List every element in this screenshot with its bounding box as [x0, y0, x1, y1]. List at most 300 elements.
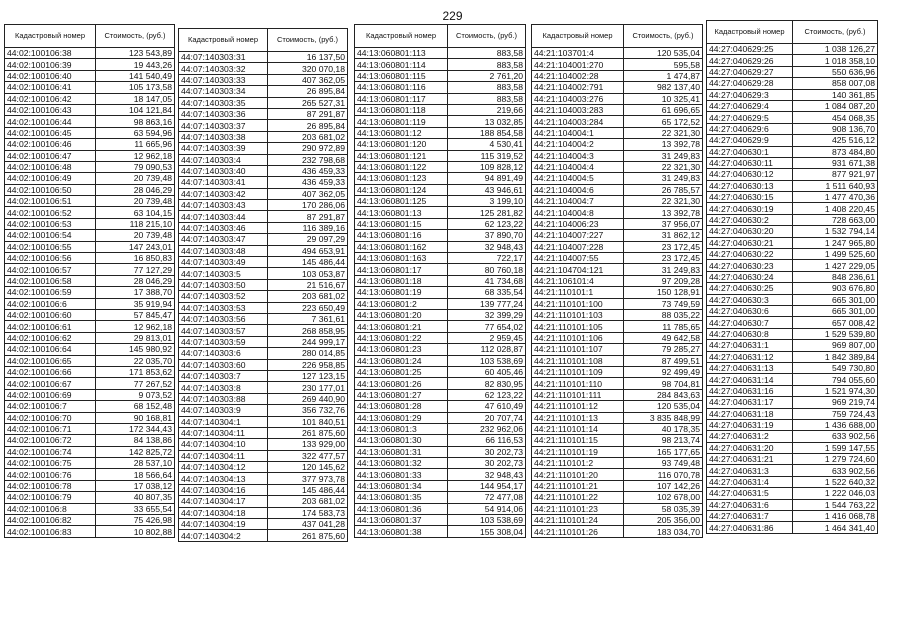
cadastral-number-cell: 44:27:040631:13 — [707, 362, 793, 373]
cadastral-number-cell: 44:21:104007:228 — [532, 241, 624, 252]
cadastral-number-cell: 44:02:100106:47 — [5, 150, 96, 161]
table-row — [5, 423, 175, 434]
cadastral-number-cell: 44:21:104003:283 — [532, 104, 624, 115]
cadastral-number-cell: 44:21:110101:106 — [532, 332, 624, 343]
cost-cell: 127 123,15 — [268, 370, 348, 381]
cost-cell: 47 610,49 — [448, 401, 526, 412]
table-row — [532, 59, 703, 70]
cost-cell: 665 301,00 — [793, 305, 878, 316]
cost-cell: 77 267,52 — [96, 378, 175, 389]
cadastral-number-cell: 44:07:140304:12 — [179, 462, 268, 473]
table-row — [5, 412, 175, 423]
cost-cell: 26 895,84 — [268, 120, 348, 131]
cadastral-number-cell: 44:02:100106:54 — [5, 230, 96, 241]
cost-cell: 23 172,45 — [624, 253, 703, 264]
cadastral-number-cell: 44:13:060801:115 — [355, 70, 448, 81]
table-row — [179, 427, 348, 438]
cost-cell: 858 007,08 — [793, 78, 878, 89]
cost-header: Стоимость, (руб.) — [268, 29, 348, 52]
cost-cell: 230 177,01 — [268, 382, 348, 393]
table-row — [179, 302, 348, 313]
cost-cell: 1 222 046,03 — [793, 488, 878, 499]
cost-cell: 75 426,98 — [96, 515, 175, 526]
cost-cell: 32 399,29 — [448, 309, 526, 320]
cadastral-number-cell: 44:07:140303:48 — [179, 245, 268, 256]
cadastral-number-cell: 44:13:060801:119 — [355, 116, 448, 127]
cadastral-number-cell: 44:07:140303:9 — [179, 405, 268, 416]
cost-cell: 969 219,74 — [793, 397, 878, 408]
cost-cell: 61 696,65 — [624, 104, 703, 115]
table-row — [707, 283, 878, 294]
cost-cell: 174 583,73 — [268, 507, 348, 518]
cadastral-number-cell: 44:02:100106:70 — [5, 412, 96, 423]
table-row — [5, 515, 175, 526]
table-row — [179, 177, 348, 188]
table-row — [532, 139, 703, 150]
cadastral-number-cell: 44:27:040631:18 — [707, 408, 793, 419]
cost-cell: 37 956,07 — [624, 218, 703, 229]
table-row — [5, 275, 175, 286]
cost-cell: 11 785,65 — [624, 321, 703, 332]
cost-cell: 87 499,51 — [624, 355, 703, 366]
cadastral-number-cell: 44:02:100106:53 — [5, 218, 96, 229]
cadastral-number-cell: 44:27:040630:21 — [707, 237, 793, 248]
cost-cell: 32 948,43 — [448, 241, 526, 252]
cadastral-number-header: Кадастровый номер — [355, 25, 448, 48]
cost-cell: 11 665,96 — [96, 139, 175, 150]
cost-cell: 66 116,53 — [448, 435, 526, 446]
table-row — [707, 317, 878, 328]
cadastral-number-cell: 44:21:110101:107 — [532, 344, 624, 355]
cadastral-number-cell: 44:02:100106:48 — [5, 161, 96, 172]
cadastral-number-cell: 44:27:040631:7 — [707, 511, 793, 522]
cost-cell: 269 440,90 — [268, 393, 348, 404]
cadastral-number-cell: 44:02:100106:43 — [5, 104, 96, 115]
table-row — [707, 408, 878, 419]
table-row — [707, 44, 878, 55]
cost-cell: 290 972,89 — [268, 143, 348, 154]
cadastral-number-cell: 44:07:140303:7 — [179, 370, 268, 381]
cadastral-number-cell: 44:27:040630:8 — [707, 328, 793, 339]
table-row — [5, 378, 175, 389]
cost-table-1 — [4, 24, 175, 538]
cost-cell: 232 798,68 — [268, 154, 348, 165]
cadastral-number-cell: 44:07:140304:17 — [179, 496, 268, 507]
cadastral-number-cell: 44:27:040629:25 — [707, 44, 793, 55]
cost-cell: 120 535,04 — [624, 401, 703, 412]
table-row — [179, 519, 348, 530]
cadastral-number-cell: 44:13:060801:2 — [355, 298, 448, 309]
cost-header: Стоимость, (руб.) — [793, 21, 878, 44]
cost-cell: 140 361,85 — [793, 89, 878, 100]
cadastral-number-cell: 44:02:100106:41 — [5, 82, 96, 93]
cadastral-number-cell: 44:27:040631:19 — [707, 419, 793, 430]
cost-cell: 171 853,62 — [96, 366, 175, 377]
cost-cell: 12 962,18 — [96, 321, 175, 332]
table-row — [179, 496, 348, 507]
cadastral-number-cell: 44:13:060801:17 — [355, 264, 448, 275]
table-row — [5, 173, 175, 184]
cost-cell: 595,58 — [624, 59, 703, 70]
table-row — [532, 401, 703, 412]
cost-cell: 112 028,87 — [448, 344, 526, 355]
table-row — [179, 359, 348, 370]
table-row — [5, 104, 175, 115]
table-row — [707, 499, 878, 510]
table-row — [707, 294, 878, 305]
cadastral-number-cell: 44:27:040630:7 — [707, 317, 793, 328]
cadastral-number-cell: 44:27:040631:12 — [707, 351, 793, 362]
table-row — [532, 389, 703, 400]
cadastral-number-cell: 44:02:100106:72 — [5, 435, 96, 446]
cadastral-number-cell: 44:02:100106:59 — [5, 287, 96, 298]
cost-cell: 407 362,05 — [268, 188, 348, 199]
cost-cell: 145 486,44 — [268, 257, 348, 268]
cost-cell: 7 361,61 — [268, 313, 348, 324]
cost-cell: 903 676,80 — [793, 283, 878, 294]
cost-cell: 116 389,16 — [268, 222, 348, 233]
cadastral-number-cell: 44:13:060801:29 — [355, 412, 448, 423]
table-row — [5, 241, 175, 252]
cost-table-2 — [178, 28, 348, 542]
cadastral-number-cell: 44:13:060801:25 — [355, 366, 448, 377]
cadastral-number-cell: 44:02:100106:52 — [5, 207, 96, 218]
table-row — [707, 476, 878, 487]
cadastral-number-cell: 44:21:110101:22 — [532, 492, 624, 503]
cadastral-number-cell: 44:21:104704:121 — [532, 264, 624, 275]
cadastral-number-cell: 44:02:100106:71 — [5, 423, 96, 434]
table-row — [5, 469, 175, 480]
cost-cell: 226 958,85 — [268, 359, 348, 370]
cost-cell: 3 835 848,99 — [624, 412, 703, 423]
cadastral-number-cell: 44:21:104006:23 — [532, 218, 624, 229]
table-row — [355, 389, 526, 400]
cost-cell: 35 919,94 — [96, 298, 175, 309]
cadastral-number-cell: 44:07:140304:16 — [179, 484, 268, 495]
cost-cell: 436 459,33 — [268, 165, 348, 176]
table-row — [5, 344, 175, 355]
cadastral-number-cell: 44:07:140303:6 — [179, 348, 268, 359]
cost-cell: 31 862,12 — [624, 230, 703, 241]
cadastral-number-cell: 44:07:140303:47 — [179, 234, 268, 245]
cadastral-number-cell: 44:21:104007:227 — [532, 230, 624, 241]
cadastral-number-cell: 44:27:040631:4 — [707, 476, 793, 487]
cadastral-number-cell: 44:07:140304:10 — [179, 439, 268, 450]
cadastral-number-cell: 44:21:104002:28 — [532, 70, 624, 81]
cost-cell: 97 209,28 — [624, 275, 703, 286]
table-row — [5, 253, 175, 264]
table-row — [179, 108, 348, 119]
cost-cell: 19 443,26 — [96, 59, 175, 70]
cost-cell: 356 732,76 — [268, 405, 348, 416]
cadastral-number-cell: 44:21:104004:4 — [532, 161, 624, 172]
cost-cell: 722,17 — [448, 253, 526, 264]
table-row — [707, 511, 878, 522]
cadastral-number-cell: 44:13:060801:16 — [355, 230, 448, 241]
cost-cell: 172 344,43 — [96, 423, 175, 434]
cadastral-number-cell: 44:27:040630:23 — [707, 260, 793, 271]
cost-cell: 133 929,00 — [268, 439, 348, 450]
cadastral-number-header: Кадастровый номер — [179, 29, 268, 52]
cadastral-number-cell: 44:21:104003:276 — [532, 93, 624, 104]
cadastral-number-cell: 44:27:040629:27 — [707, 66, 793, 77]
table-row — [179, 52, 348, 63]
cadastral-number-cell: 44:07:140304:11 — [179, 427, 268, 438]
table-row — [707, 271, 878, 282]
table-row — [707, 442, 878, 453]
cost-cell: 4 530,41 — [448, 139, 526, 150]
table-row — [707, 362, 878, 373]
table-row — [179, 257, 348, 268]
cost-cell: 2 761,20 — [448, 70, 526, 81]
table-row — [5, 82, 175, 93]
cost-cell: 88 035,22 — [624, 309, 703, 320]
table-row — [179, 120, 348, 131]
table-row — [179, 143, 348, 154]
cost-cell: 68 152,48 — [96, 401, 175, 412]
cadastral-number-cell: 44:27:040630:19 — [707, 203, 793, 214]
table-row — [5, 401, 175, 412]
cadastral-number-cell: 44:07:140303:56 — [179, 313, 268, 324]
cadastral-number-cell: 44:27:040629:3 — [707, 89, 793, 100]
cadastral-number-cell: 44:13:060801:26 — [355, 378, 448, 389]
table-row — [707, 431, 878, 442]
cadastral-number-cell: 44:07:140303:42 — [179, 188, 268, 199]
table-row — [532, 435, 703, 446]
cadastral-number-cell: 44:07:140304:13 — [179, 473, 268, 484]
table-row — [5, 298, 175, 309]
table-row — [179, 473, 348, 484]
cost-header: Стоимость, (руб.) — [448, 25, 526, 48]
cost-cell: 883,58 — [448, 93, 526, 104]
cadastral-number-cell: 44:13:060801:125 — [355, 196, 448, 207]
cadastral-number-cell: 44:27:040631:6 — [707, 499, 793, 510]
cost-cell: 1 464 341,40 — [793, 522, 878, 533]
cost-cell: 139 777,24 — [448, 298, 526, 309]
cadastral-number-cell: 44:02:100106:82 — [5, 515, 96, 526]
cost-cell: 62 123,22 — [448, 389, 526, 400]
cadastral-number-cell: 44:13:060801:19 — [355, 287, 448, 298]
table-row — [532, 503, 703, 514]
cadastral-number-cell: 44:02:100106:75 — [5, 458, 96, 469]
cost-cell: 31 249,83 — [624, 150, 703, 161]
table-row — [707, 465, 878, 476]
cost-cell: 77 654,02 — [448, 321, 526, 332]
cadastral-number-cell: 44:13:060801:23 — [355, 344, 448, 355]
cadastral-number-cell: 44:27:040630:2 — [707, 214, 793, 225]
cadastral-number-cell: 44:07:140303:88 — [179, 393, 268, 404]
table-row — [355, 184, 526, 195]
cost-cell: 877 921,97 — [793, 169, 878, 180]
cost-cell: 31 249,83 — [624, 264, 703, 275]
cost-cell: 49 642,58 — [624, 332, 703, 343]
cadastral-number-cell: 44:27:040631:5 — [707, 488, 793, 499]
table-row — [5, 389, 175, 400]
table-row — [355, 423, 526, 434]
table-row — [707, 157, 878, 168]
cadastral-number-cell: 44:13:060801:120 — [355, 139, 448, 150]
cost-cell: 17 038,12 — [96, 480, 175, 491]
table-row — [707, 146, 878, 157]
cost-cell: 120 145,62 — [268, 462, 348, 473]
cost-cell: 883,58 — [448, 59, 526, 70]
table-row — [179, 462, 348, 473]
cadastral-number-cell: 44:21:110101:23 — [532, 503, 624, 514]
cost-cell: 165 177,65 — [624, 446, 703, 457]
table-row — [5, 207, 175, 218]
table-row — [355, 264, 526, 275]
cadastral-number-cell: 44:07:140303:31 — [179, 52, 268, 63]
table-row — [355, 378, 526, 389]
cadastral-number-cell: 44:07:140303:36 — [179, 108, 268, 119]
cadastral-number-cell: 44:02:100106:57 — [5, 264, 96, 275]
table-row — [355, 321, 526, 332]
cost-cell: 103 538,69 — [448, 515, 526, 526]
cadastral-number-cell: 44:21:110101:24 — [532, 515, 624, 526]
cost-cell: 205 356,00 — [624, 515, 703, 526]
cost-cell: 20 739,48 — [96, 196, 175, 207]
cost-cell: 425 516,12 — [793, 135, 878, 146]
table-row — [355, 412, 526, 423]
cost-cell: 22 035,70 — [96, 355, 175, 366]
table-row — [532, 207, 703, 218]
cost-cell: 116 070,78 — [624, 469, 703, 480]
table-row — [355, 139, 526, 150]
table-row — [5, 230, 175, 241]
table-row — [5, 503, 175, 514]
cost-cell: 633 902,56 — [793, 465, 878, 476]
cadastral-number-cell: 44:21:110101:13 — [532, 412, 624, 423]
cadastral-number-cell: 44:13:060801:28 — [355, 401, 448, 412]
table-row — [532, 241, 703, 252]
table-row — [5, 218, 175, 229]
cost-cell: 94 891,49 — [448, 173, 526, 184]
table-row — [707, 89, 878, 100]
cadastral-number-cell: 44:21:110101:100 — [532, 298, 624, 309]
cadastral-number-cell: 44:02:100106:55 — [5, 241, 96, 252]
cadastral-number-cell: 44:07:140303:37 — [179, 120, 268, 131]
table-row — [532, 287, 703, 298]
table-row — [5, 366, 175, 377]
cadastral-number-cell: 44:21:104004:6 — [532, 184, 624, 195]
cost-cell: 20 707,74 — [448, 412, 526, 423]
cost-cell: 232 962,06 — [448, 423, 526, 434]
cadastral-number-cell: 44:21:104007:55 — [532, 253, 624, 264]
cost-cell: 203 681,02 — [268, 496, 348, 507]
table-row — [179, 393, 348, 404]
cadastral-number-cell: 44:21:104004:8 — [532, 207, 624, 218]
table-row — [532, 321, 703, 332]
table-row — [5, 139, 175, 150]
page-number: 229 — [442, 9, 463, 23]
cadastral-number-cell: 44:27:040631:1 — [707, 340, 793, 351]
table-row — [532, 150, 703, 161]
cost-cell: 31 249,83 — [624, 173, 703, 184]
table-row — [179, 313, 348, 324]
table-row — [355, 230, 526, 241]
cost-cell: 105 173,58 — [96, 82, 175, 93]
cost-cell: 1 436 688,00 — [793, 419, 878, 430]
cadastral-number-cell: 44:02:100106:76 — [5, 469, 96, 480]
cost-cell: 261 875,60 — [268, 530, 348, 541]
table-row — [532, 423, 703, 434]
cadastral-number-cell: 44:13:060801:34 — [355, 480, 448, 491]
cadastral-number-cell: 44:13:060801:13 — [355, 207, 448, 218]
cost-table-5 — [706, 20, 878, 534]
table-row — [5, 264, 175, 275]
table-row — [532, 48, 703, 59]
cadastral-number-cell: 44:21:110101:109 — [532, 366, 624, 377]
table-row — [707, 112, 878, 123]
table-row — [179, 154, 348, 165]
cost-cell: 33 655,54 — [96, 503, 175, 514]
cadastral-number-cell: 44:13:060801:32 — [355, 458, 448, 469]
cost-cell: 87 291,87 — [268, 108, 348, 119]
cost-cell: 1 499 525,60 — [793, 249, 878, 260]
cadastral-number-cell: 44:02:100106:38 — [5, 48, 96, 59]
cadastral-number-cell: 44:21:110101:20 — [532, 469, 624, 480]
cadastral-number-cell: 44:21:110101:103 — [532, 309, 624, 320]
cadastral-number-cell: 44:07:140303:41 — [179, 177, 268, 188]
table-row — [532, 173, 703, 184]
table-row — [5, 70, 175, 81]
cadastral-number-cell: 44:27:040630:24 — [707, 271, 793, 282]
cadastral-number-cell: 44:07:140303:5 — [179, 268, 268, 279]
cadastral-number-cell: 44:07:140303:44 — [179, 211, 268, 222]
cadastral-number-cell: 44:13:060801:35 — [355, 492, 448, 503]
table-row — [5, 446, 175, 457]
table-row — [179, 439, 348, 450]
table-row — [532, 218, 703, 229]
cost-cell: 65 172,52 — [624, 116, 703, 127]
table-row — [355, 116, 526, 127]
table-row — [532, 82, 703, 93]
cadastral-number-cell: 44:21:110101:105 — [532, 321, 624, 332]
table-row — [355, 161, 526, 172]
cost-cell: 1 018 358,10 — [793, 55, 878, 66]
cadastral-number-cell: 44:02:100106:83 — [5, 526, 96, 537]
table-row — [179, 405, 348, 416]
cadastral-number-cell: 44:02:100106:45 — [5, 127, 96, 138]
cadastral-number-cell: 44:02:100106:67 — [5, 378, 96, 389]
cadastral-number-cell: 44:02:100106:50 — [5, 184, 96, 195]
cost-cell: 633 902,56 — [793, 431, 878, 442]
cost-cell: 28 046,29 — [96, 275, 175, 286]
table-row — [179, 382, 348, 393]
table-row — [532, 104, 703, 115]
table-row — [5, 287, 175, 298]
table-row — [179, 234, 348, 245]
cadastral-number-cell: 44:13:060801:37 — [355, 515, 448, 526]
cadastral-number-cell: 44:13:060801:118 — [355, 104, 448, 115]
table-row — [532, 458, 703, 469]
table-row — [707, 135, 878, 146]
table-row — [5, 332, 175, 343]
cadastral-number-cell: 44:21:110101:111 — [532, 389, 624, 400]
cadastral-number-cell: 44:02:100106:58 — [5, 275, 96, 286]
table-row — [355, 503, 526, 514]
cadastral-number-cell: 44:02:100106:62 — [5, 332, 96, 343]
cost-cell: 26 895,84 — [268, 86, 348, 97]
cadastral-number-cell: 44:13:060801:21 — [355, 321, 448, 332]
cost-cell: 10 325,41 — [624, 93, 703, 104]
table-row — [5, 161, 175, 172]
cadastral-number-cell: 44:02:100106:66 — [5, 366, 96, 377]
table-row — [532, 275, 703, 286]
cadastral-number-cell: 44:07:140303:40 — [179, 165, 268, 176]
cadastral-number-cell: 44:07:140303:53 — [179, 302, 268, 313]
cost-cell: 73 749,59 — [624, 298, 703, 309]
